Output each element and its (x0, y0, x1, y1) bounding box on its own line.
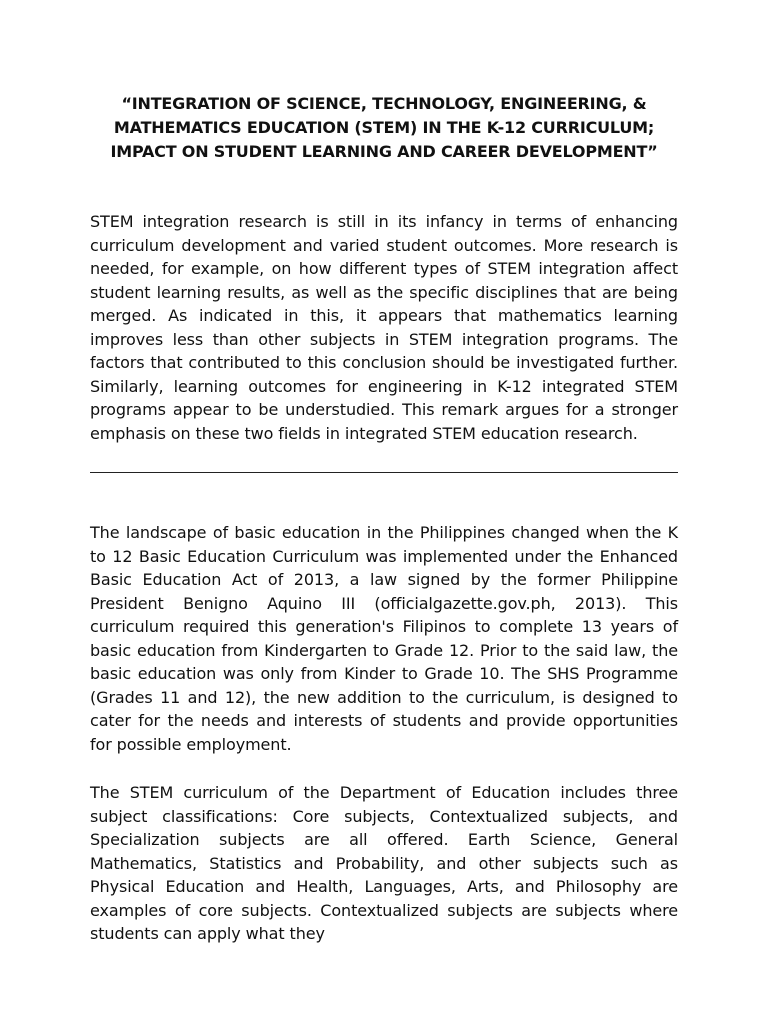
document-title: “INTEGRATION OF SCIENCE, TECHNOLOGY, ENGINEERING, & MATHEMATICS EDUCATION (STEM) IN THE K-12 CURRICULUM; IMPACT ON STUDENT LEARNING AND CAREER DEVELOPMENT” (110, 94, 658, 161)
paragraph-philippine-education: The landscape of basic education in the Philippines changed when the K to 12 Basic Education Curriculum was implemented under the Enhanced Basic Education Act of 2013, a law signed by the former Philippine President Benigno Aquino III (officialgazette.gov.ph, 2013). This curriculum required this generation's Filipinos to complete 13 years of basic education from Kindergarten to Grade 12. Prior to the said law, the basic education was only from Kinder to Grade 10. The SHS Programme (Grades 11 and 12), the new addition to the curriculum, is designed to cater for the needs and interests of students and provide opportunities for possible employment. (90, 523, 678, 754)
paragraph-stem-research: STEM integration research is still in its infancy in terms of enhancing curriculum development and varied student outcomes. More research is needed, for example, on how different types of STEM integration affect student learning results, as well as the specific disciplines that are being merged. As indicated in this, it appears that mathematics learning improves less than other subjects in STEM integration programs. The factors that contributed to this conclusion should be investigated further. Similarly, learning outcomes for engineering in K-12 integrated STEM programs appear to be understudied. This remark argues for a stronger emphasis on these two fields in integrated STEM education research. (90, 212, 678, 443)
paragraph-stem-curriculum: The STEM curriculum of the Department of Education includes three subject classifications: Core subjects, Contextualized subjects, and Specialization subjects are all offered. Earth Science, General Mathematics, Statistics and Probability, and other subjects such as Physical Education and Health, Languages, Arts, and Philosophy are examples of core subjects. Contextualized subjects are subjects where students can apply what they (90, 783, 678, 943)
section-divider (90, 472, 678, 473)
